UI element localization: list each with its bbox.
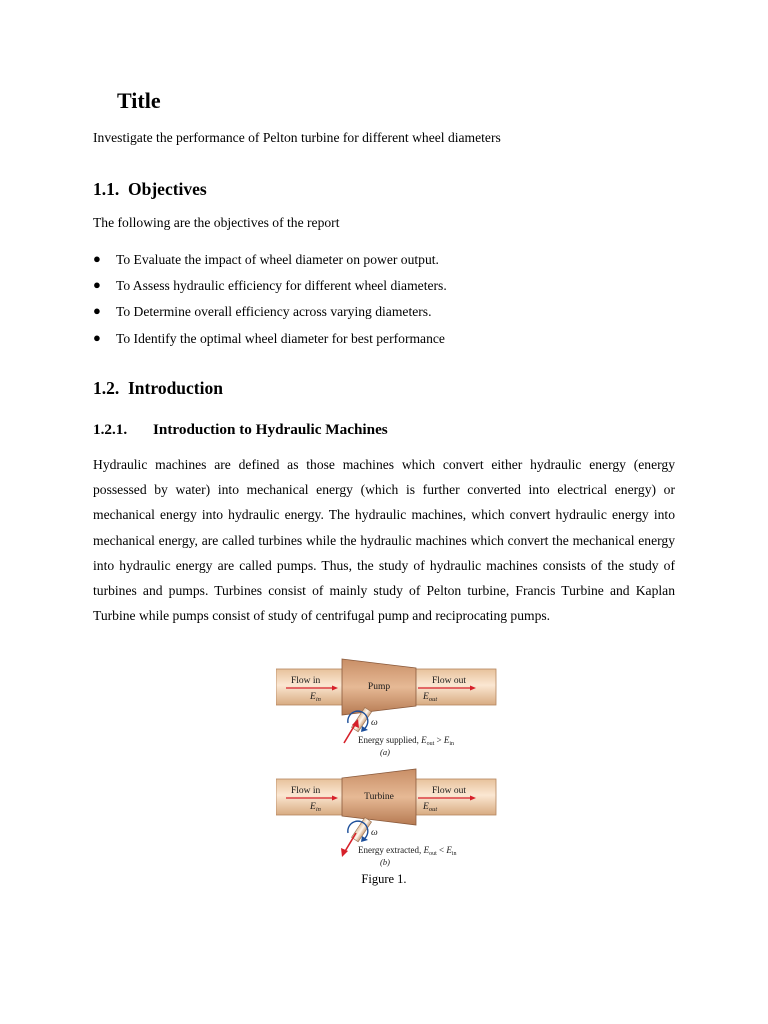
pump-flow-out-label: Flow out [432,676,467,686]
turbine-panel-label: (b) [380,857,390,867]
document-page: Title Investigate the performance of Pelton turbine for different wheel diameters 1.1. Objectives The following are the objectives of the report ● To Evaluate the impact of wheel diameter on power output. ● To Assess hydraulic efficiency for different wheel diameters. ● To Determine overall efficiency across varying diameters. ● To Identify the optimal wheel diameter for best performance 1.2. Introduction 1.2.1. Introduction to Hydraulic Machines Hydraulic machines are defined as those machines which convert either hydraulic energy (energy possessed by water) into mechanical energy (which is further converted into electrical energy) or mechanical energy into hydraulic energy. The hydraulic machines, which convert hydraulic energy into mechanical energy, are called turbines while the hydraulic machines which convert the mechanical energy into hydraulic energy are called pumps. Thus, the study of hydraulic machines consists of the study of turbines and pumps. Turbines consist of mainly study of Pelton turbine, Francis Turbine and Kaplan Turbine while pumps consist of study of centrifugal pump and reciprocating pumps. Flow in $E_{in}$ Pump Flow out $E_{out}$ ω Energy supplied, $E_{out} > E_{in}$ (a) Flow in $E_{in}$ Turbine Flow out $E_{out}$ ω Energy extracted, $E_{out} < E_{in}$ (b) Figure 1. [0,0,768,1024]
turbine-energy-caption: Energy extracted, $E_{out} < E_{in}$ [358,845,457,857]
pump-flow-in-label: Flow in [291,676,321,686]
hydraulic-machines-figure [276,657,498,867]
pump-energy-caption: Energy supplied, $E_{out} > E_{in}$ [358,735,454,747]
document-title: Title [117,88,161,113]
subsection-heading-text: Introduction to Hydraulic Machines [153,421,388,438]
rotation-arrowhead-icon [361,836,368,842]
subsection-heading [93,421,388,439]
objectives-heading [93,179,207,200]
turbine-flow-in-label: Flow in [291,786,321,796]
objectives-heading-number: 1.1. [93,179,120,199]
introduction-body: Hydraulic machines are defined as those machines which convert either hydraulic energy (energy possessed by water) into mechanical energy (which is further converted into electrical energy) or mechanical energy into hydraulic energy. The hydraulic machines, which convert hydraulic energy into mechanical energy, are called turbines while the hydraulic machines which convert the mechanical energy into hydraulic energy are called pumps. Thus, the study of hydraulic machines consists of the study of turbines and pumps. Turbines consist of mainly study of Pelton turbine, Francis Turbine and Kaplan Turbine while pumps consist of study of centrifugal pump and reciprocating pumps. [93,457,675,624]
turbine-diagram [276,769,496,867]
pump-e-out-label: $E_{out}$ [423,692,438,703]
turbine-flow-out-label: Flow out [432,786,467,796]
turbine-e-out-label: $E_{out}$ [423,802,438,813]
bullet-icon: ● [93,330,101,345]
pump-diagram [276,659,496,757]
rotation-arrowhead-icon [361,726,368,732]
pump-device-label: Pump [367,682,391,692]
omega-label: ω [371,828,378,838]
figure-caption: Figure 1. [361,872,407,886]
objectives-intro: The following are the objectives of the report [93,215,340,230]
pump-e-in-label: $E_{in}$ [310,692,321,703]
introduction-heading-text: Introduction [128,378,223,398]
pump-panel-label: (a) [380,747,390,757]
turbine-device-label: Turbine [364,792,394,802]
bullet-icon: ● [93,303,101,318]
subsection-heading-number: 1.2.1. [93,421,128,438]
energy-arrow-icon [344,833,356,853]
objectives-heading-text: Objectives [128,179,207,199]
introduction-heading-number: 1.2. [93,378,120,398]
omega-label: ω [371,718,378,728]
turbine-e-in-label: $E_{in}$ [310,802,321,813]
document-subtitle: Investigate the performance of Pelton turbine for different wheel diameters [93,130,501,145]
energy-arrow-icon [344,723,356,743]
bullet-icon: ● [93,251,101,266]
bullet-icon: ● [93,277,101,292]
introduction-heading [93,378,223,399]
